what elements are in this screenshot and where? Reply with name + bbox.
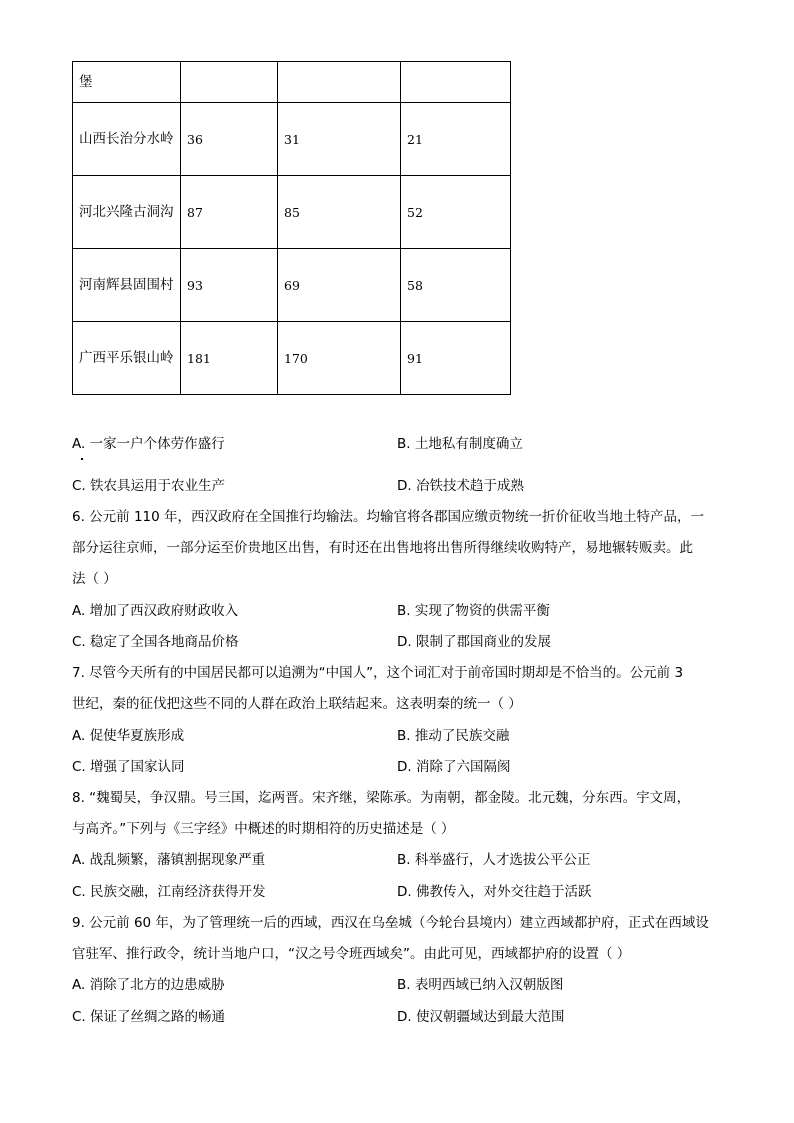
q7-option-d[interactable]: D. 消除了六国隔阂 <box>397 759 511 775</box>
table-cell: 31 <box>278 103 401 176</box>
q6-stem-line: 6. 公元前 110 年，西汉政府在全国推行均输法。均输官将各郡国应缴贡物统一折价征收当地土特产品，一 <box>72 509 705 525</box>
q8-option-b[interactable]: B. 科举盛行，人才选拔公平公正 <box>397 852 591 868</box>
table-cell: 山西长治分水岭 <box>73 103 181 176</box>
table-cell: 69 <box>278 249 401 322</box>
table-cell: 河南辉县固围村 <box>73 249 181 322</box>
table-cell: 170 <box>278 322 401 395</box>
q6-option-d[interactable]: D. 限制了郡国商业的发展 <box>397 634 551 650</box>
table-cell: 93 <box>181 249 278 322</box>
q8-stem-line: 8. “魏蜀吴，争汉鼎。号三国，迄两晋。宋齐继，梁陈承。为南朝，都金陵。北元魏，分东西。宇文周， <box>72 790 691 806</box>
q6-stem-line: 部分运往京师，一部分运至价贵地区出售，有时还在出售地将出售所得继续收购特产，易地辗转贩卖。此 <box>72 540 693 556</box>
table-cell: 堡 <box>73 62 181 103</box>
q9-stem-line: 9. 公元前 60 年，为了管理统一后的西域，西汉在乌垒城（今轮台县境内）建立西域都护府，正式在西域设 <box>72 915 709 931</box>
table-cell: 58 <box>401 249 511 322</box>
q8-option-a[interactable]: A. 战乱频繁，藩镇割据现象严重 <box>72 852 266 868</box>
data-table <box>72 61 511 395</box>
q9-option-b[interactable]: B. 表明西域已纳入汉朝版图 <box>397 977 564 993</box>
q9-option-c[interactable]: C. 保证了丝绸之路的畅通 <box>72 1009 226 1025</box>
q5-option-c[interactable]: C. 铁农具运用于农业生产 <box>72 478 226 494</box>
q6-option-b[interactable]: B. 实现了物资的供需平衡 <box>397 603 550 619</box>
q6-stem-line: 法（ ） <box>72 571 117 587</box>
q7-stem-line: 世纪，秦的征伐把这些不同的人群在政治上联结起来。这表明秦的统一（ ） <box>72 696 522 712</box>
q5-option-d[interactable]: D. 冶铁技术趋于成熟 <box>397 478 524 494</box>
q9-option-d[interactable]: D. 使汉朝疆域达到最大范围 <box>397 1009 565 1025</box>
table-cell: 87 <box>181 176 278 249</box>
table-row <box>73 322 511 395</box>
q7-stem-line: 7. 尽管今天所有的中国居民都可以追溯为“中国人”，这个词汇对于前帝国时期却是不恰当的。公元前 3 <box>72 665 684 681</box>
q5-option-a[interactable]: A. 一家一户个体劳作盛行 <box>72 436 225 452</box>
table-cell: 36 <box>181 103 278 176</box>
q8-stem-line: 与高齐。”下列与《三字经》中概述的时期相符的历史描述是（ ） <box>72 821 455 837</box>
q8-option-d[interactable]: D. 佛教传入，对外交往趋于活跃 <box>397 884 592 900</box>
q7-option-c[interactable]: C. 增强了国家认同 <box>72 759 185 775</box>
table-cell: 91 <box>401 322 511 395</box>
stray-dot-mark <box>81 458 83 460</box>
table-cell <box>401 62 511 103</box>
q9-stem-line: 官驻军、推行政令，统计当地户口，“汉之号令班西域矣”。由此可见，西域都护府的设置（ ） <box>72 946 631 962</box>
table-cell: 21 <box>401 103 511 176</box>
table-cell: 85 <box>278 176 401 249</box>
q6-option-a[interactable]: A. 增加了西汉政府财政收入 <box>72 603 239 619</box>
q9-option-a[interactable]: A. 消除了北方的边患威胁 <box>72 977 225 993</box>
table-cell: 河北兴隆古洞沟 <box>73 176 181 249</box>
table-row <box>73 176 511 249</box>
table-cell: 181 <box>181 322 278 395</box>
q7-option-b[interactable]: B. 推动了民族交融 <box>397 728 510 744</box>
q8-option-c[interactable]: C. 民族交融，江南经济获得开发 <box>72 884 266 900</box>
table-cell <box>278 62 401 103</box>
table-row <box>73 249 511 322</box>
table-cell: 广西平乐银山岭 <box>73 322 181 395</box>
table-row <box>73 103 511 176</box>
table-cell <box>181 62 278 103</box>
q5-option-b[interactable]: B. 土地私有制度确立 <box>397 436 523 452</box>
q7-option-a[interactable]: A. 促使华夏族形成 <box>72 728 185 744</box>
table-cell: 52 <box>401 176 511 249</box>
table-row <box>73 62 511 103</box>
q6-option-c[interactable]: C. 稳定了全国各地商品价格 <box>72 634 239 650</box>
